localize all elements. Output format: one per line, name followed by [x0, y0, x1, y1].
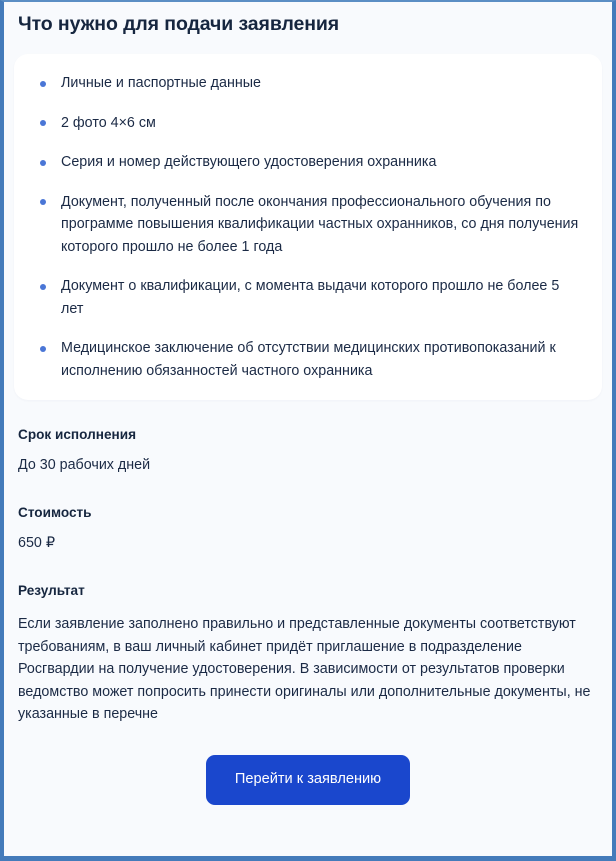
- bullet-dot-icon: [40, 160, 46, 166]
- list-item: [36, 112, 580, 135]
- requirements-list: [36, 72, 580, 382]
- section-cost: [14, 503, 602, 555]
- list-item: [36, 151, 580, 174]
- section-cost-value: 650 ₽: [18, 534, 55, 551]
- bullet-dot-icon: [40, 120, 46, 126]
- go-to-application-button[interactable]: Перейти к заявлению: [206, 755, 410, 805]
- list-item: [36, 337, 580, 382]
- list-item: [36, 72, 580, 95]
- list-item: [36, 275, 580, 320]
- bullet-dot-icon: [40, 199, 46, 205]
- page-content: [4, 2, 612, 856]
- list-item: [36, 191, 580, 259]
- section-term-value: До 30 рабочих дней: [18, 457, 151, 473]
- section-term-heading: Срок исполнения: [18, 427, 137, 442]
- bullet-dot-icon: [40, 81, 46, 87]
- page-title: Что нужно для подачи заявления: [18, 13, 340, 35]
- list-item-text: Документ, полученный после окончания профессионального обучения по программе повышения квалификации частных охранников, со дня получения которого прошло не более 1 года: [61, 193, 579, 255]
- bullet-dot-icon: [40, 346, 46, 352]
- list-item-text: Личные и паспортные данные: [61, 75, 261, 91]
- section-cost-heading: Стоимость: [18, 504, 92, 520]
- list-item-text: Документ о квалификации, с момента выдачи которого прошло не более 5 лет: [61, 278, 560, 317]
- section-result-heading: Результат: [18, 583, 85, 598]
- section-result: [14, 581, 602, 726]
- list-item-text: 2 фото 4×6 см: [61, 114, 156, 131]
- list-item-text: Медицинское заключение об отсутствии медицинских противопоказаний к исполнению обязанностей частного охранника: [61, 340, 556, 379]
- requirements-card: [14, 54, 602, 400]
- list-item-text: Серия и номер действующего удостоверения охранника: [61, 154, 437, 170]
- section-term: [14, 425, 602, 477]
- bullet-dot-icon: [40, 284, 46, 290]
- cta-container: [14, 755, 602, 805]
- section-result-text: Если заявление заполнено правильно и представленные документы соответствуют требованиям, в ваш личный кабинет придёт приглашение в подразделение Росгвардии на получение удостоверения. В зависимости от результатов проверки ведомство может попросить принести оригиналы или дополнительные документы, не указанные в перечне: [18, 616, 591, 722]
